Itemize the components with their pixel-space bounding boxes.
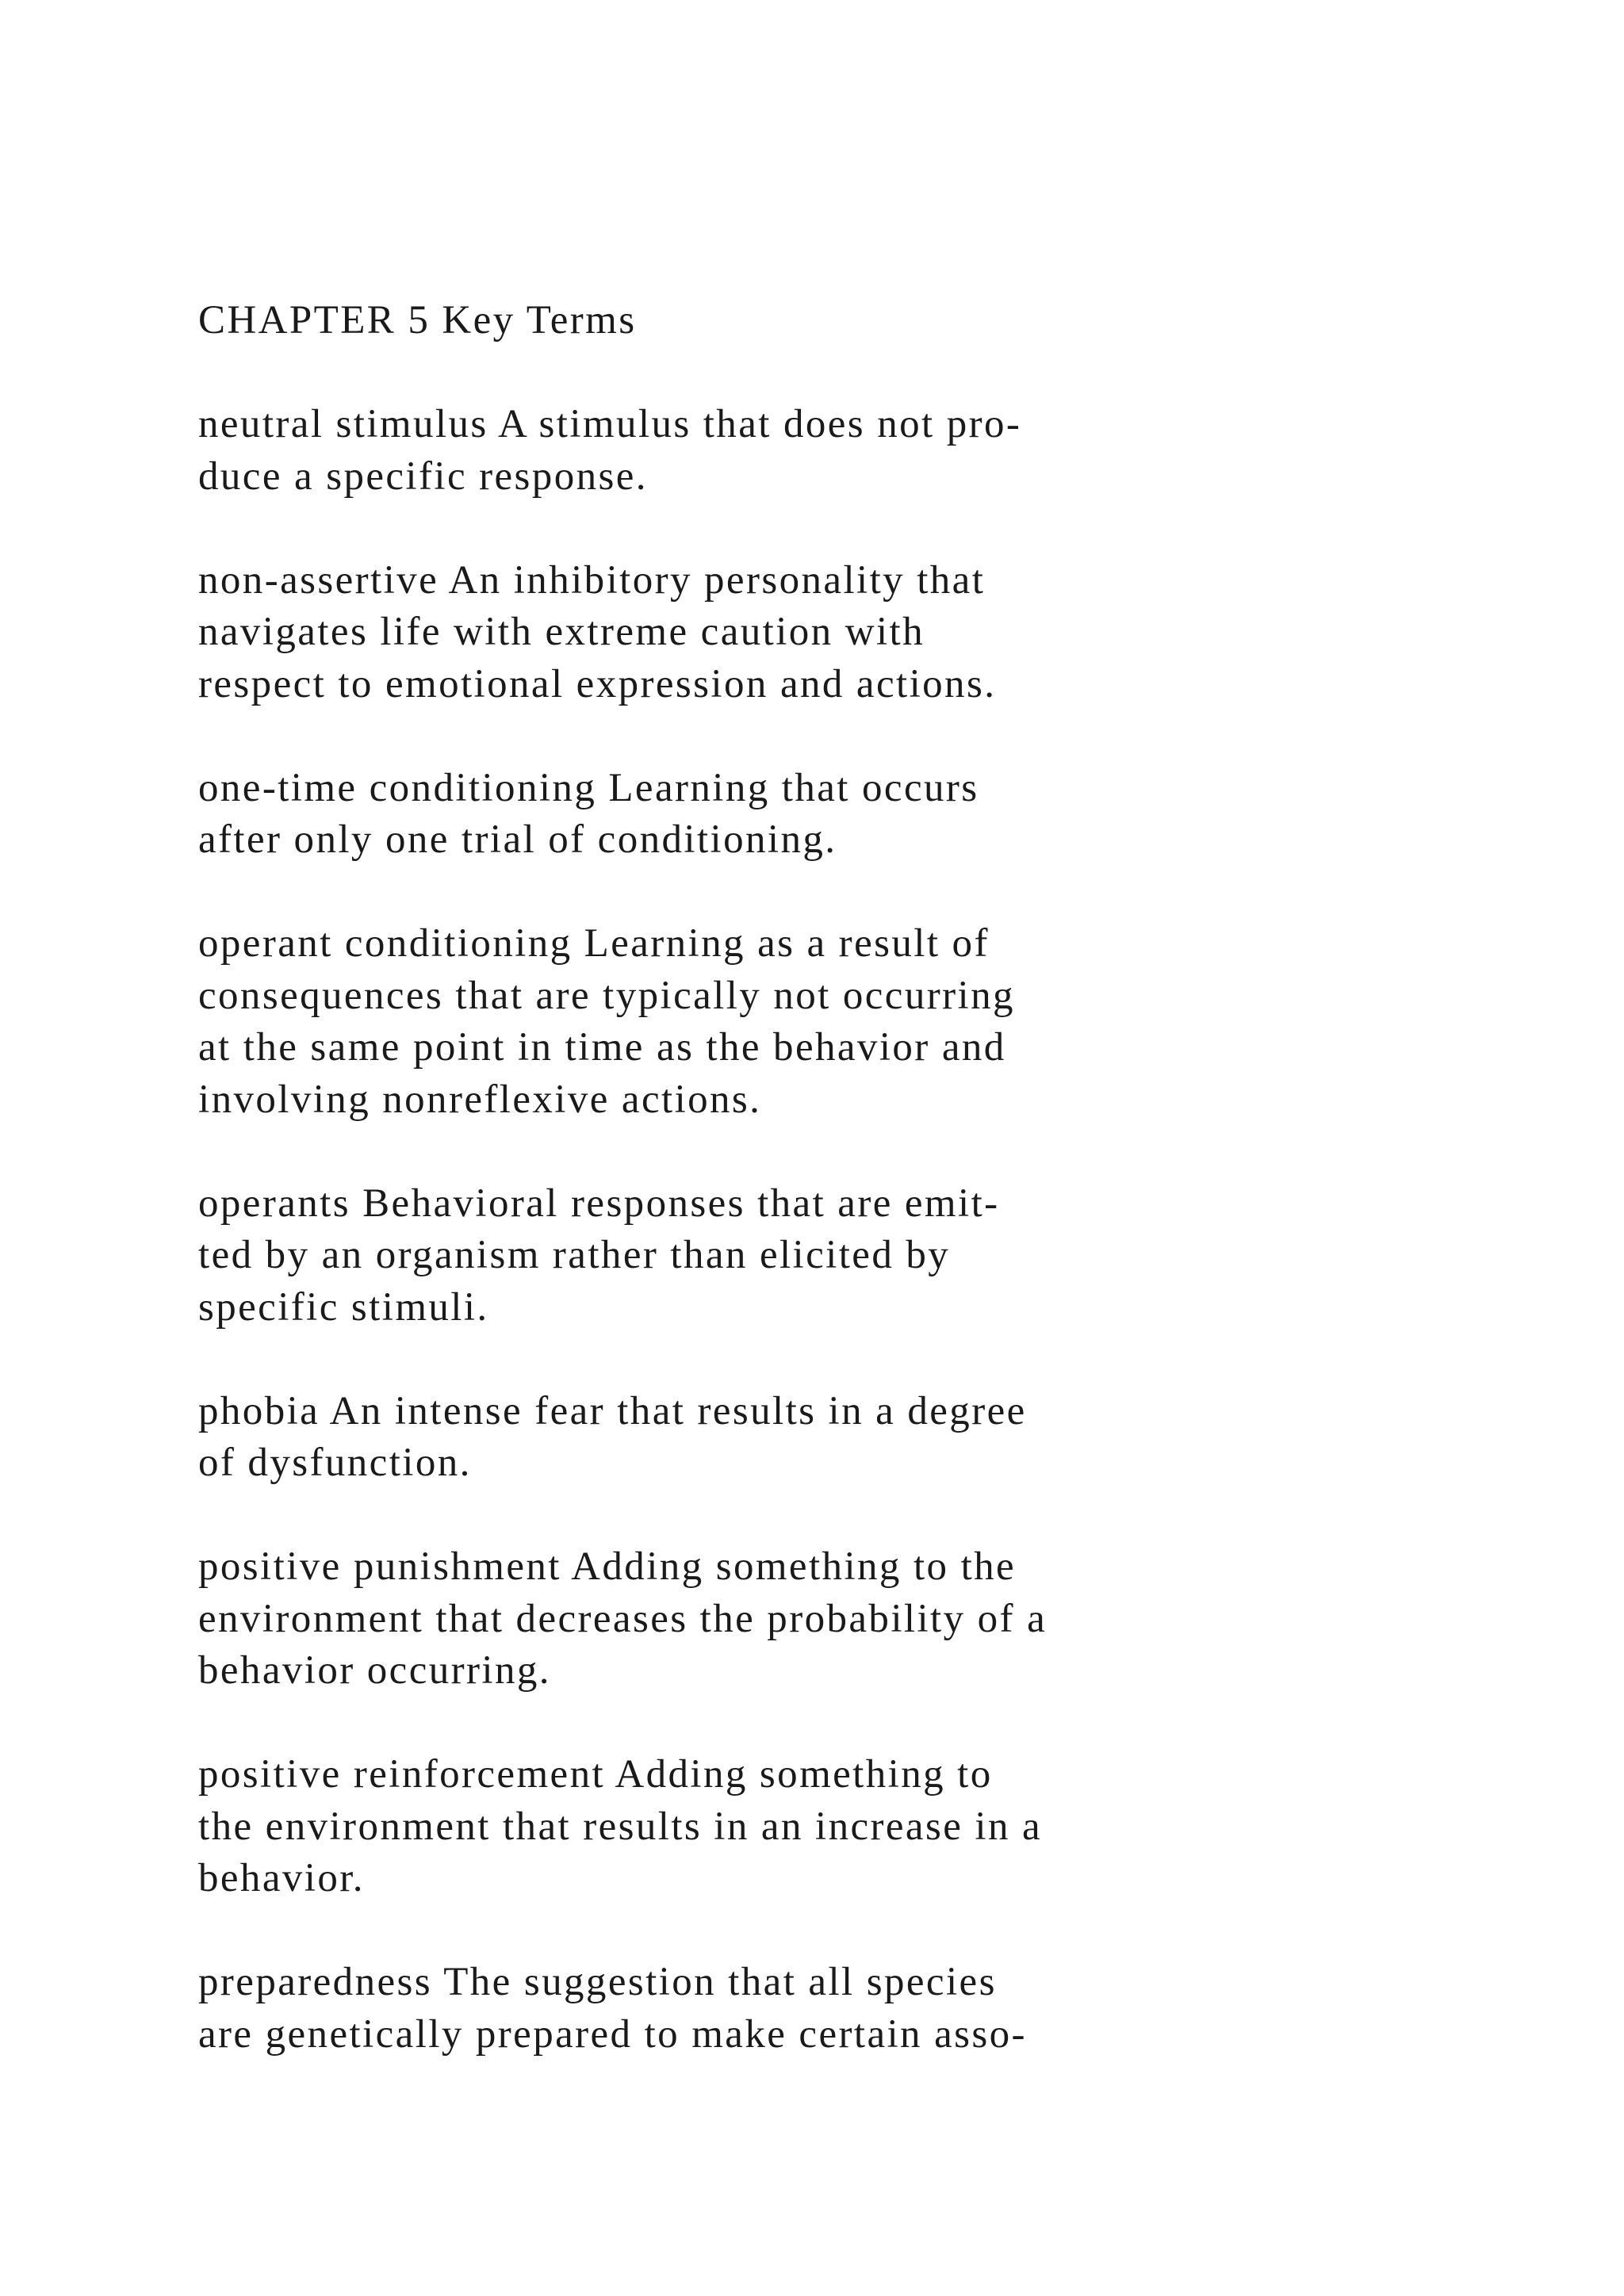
- entry-line: positive punishment Adding something to the: [198, 1544, 1017, 1589]
- entry-line: navigates life with extreme caution with: [198, 610, 925, 654]
- entry-line: non-assertive An inhibitory personality that: [198, 557, 986, 603]
- glossary-entry-one-time-conditioning: [198, 763, 1388, 867]
- entry-line: neutral stimulus A stimulus that does not pro-: [198, 402, 1022, 446]
- glossary-entry-neutral-stimulus: [198, 399, 1388, 503]
- entry-line: are genetically prepared to make certain asso-: [198, 2011, 1027, 2057]
- spacer: [198, 1334, 1388, 1386]
- entry-line: involving nonreflexive actions.: [198, 1077, 762, 1122]
- glossary-entry-preparedness: [198, 1957, 1388, 2061]
- entry-line: one-time conditioning Learning that occurs: [198, 765, 979, 810]
- entry-line: operant conditioning Learning as a result of: [198, 921, 990, 966]
- entry-line: behavior.: [198, 1856, 365, 1900]
- spacer: [198, 1490, 1388, 1542]
- spacer: [198, 867, 1388, 919]
- entry-line: specific stimuli.: [198, 1284, 489, 1330]
- spacer: [198, 710, 1388, 763]
- entry-line: of dysfunction.: [198, 1441, 472, 1485]
- entry-line: consequences that are typically not occurring: [198, 973, 1015, 1018]
- entry-line: preparedness The suggestion that all species: [198, 1960, 997, 2004]
- entry-line: the environment that results in an increase in a: [198, 1804, 1043, 1849]
- entry-line: after only one trial of conditioning.: [198, 817, 837, 862]
- entry-line: operants Behavioral responses that are emit-: [198, 1181, 1000, 1226]
- glossary-entry-operant-conditioning: [198, 918, 1388, 1126]
- key-terms-text: [198, 295, 1388, 2061]
- chapter-heading: CHAPTER 5 Key Terms: [198, 298, 637, 342]
- spacer: [198, 1697, 1388, 1750]
- glossary-entry-operants: [198, 1178, 1388, 1334]
- spacer: [198, 1126, 1388, 1178]
- spacer: [198, 503, 1388, 555]
- entry-line: phobia An intense fear that results in a degree: [198, 1388, 1027, 1433]
- entry-line: environment that decreases the probability of a: [198, 1596, 1048, 1641]
- entry-line: at the same point in time as the behavior and: [198, 1025, 1006, 1070]
- entry-line: positive reinforcement Adding something to: [198, 1752, 993, 1797]
- glossary-entry-phobia: [198, 1386, 1388, 1490]
- spacer: [198, 1905, 1388, 1957]
- spacer: [198, 347, 1388, 400]
- entry-line: behavior occurring.: [198, 1648, 551, 1693]
- glossary-entry-positive-reinforcement: [198, 1749, 1388, 1905]
- glossary-entry-positive-punishment: [198, 1541, 1388, 1697]
- entry-line: duce a specific response.: [198, 453, 648, 499]
- entry-line: respect to emotional expression and actions.: [198, 661, 997, 706]
- entry-line: ted by an organism rather than elicited by: [198, 1233, 951, 1277]
- glossary-entry-non-assertive: [198, 555, 1388, 711]
